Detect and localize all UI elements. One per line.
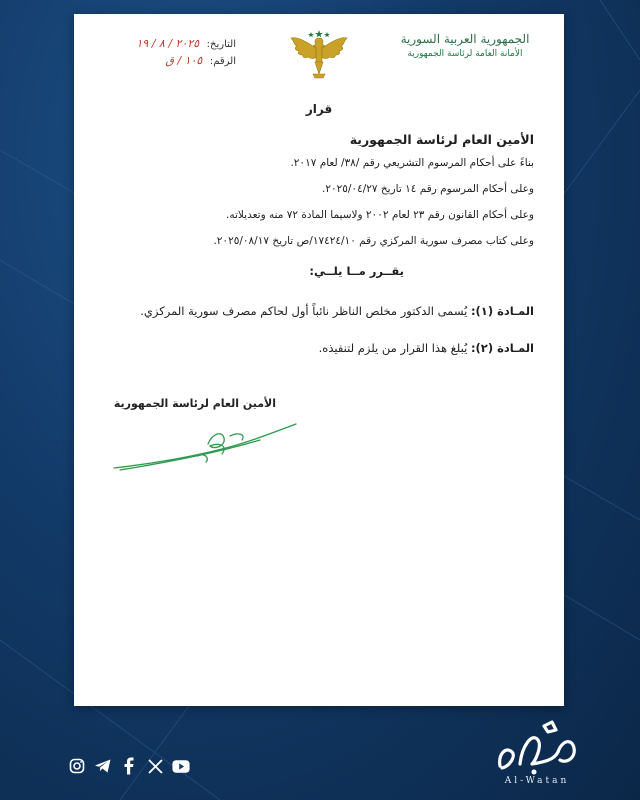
republic-name: الجمهورية العربية السورية	[400, 32, 530, 46]
date-value: ٢٠٢٥ / ٨ / ١٩	[136, 37, 200, 50]
reference-value: ١٠٥ / ق	[165, 54, 203, 67]
social-links	[68, 755, 190, 777]
telegram-icon[interactable]	[94, 757, 112, 775]
reference-row: الرقم: ١٠٥ / ق	[165, 54, 236, 67]
date-row: التاريخ: ٢٠٢٥ / ٨ / ١٩	[136, 37, 236, 50]
preamble-paragraph: وعلى أحكام المرسوم رقم ١٤ تاريخ ٢٠٢٥/٠٤/٢٧.	[321, 183, 534, 195]
decision-intro: يقــرر مــا يلــي:	[309, 264, 404, 278]
syrian-eagle-emblem-icon	[289, 28, 349, 80]
issuing-authority	[400, 32, 530, 59]
handwritten-signature	[110, 416, 300, 476]
youtube-icon[interactable]	[172, 757, 190, 775]
decree-document	[74, 14, 564, 706]
document-body	[114, 132, 534, 378]
document-meta	[96, 36, 236, 70]
preamble-paragraph: بناءً على أحكام المرسوم التشريعي رقم /٣٨/ لعام ٢٠١٧.	[290, 157, 534, 169]
secretariat-name: الأمانة العامة لرئاسة الجمهورية	[407, 49, 523, 59]
document-title: قرار	[305, 102, 333, 116]
x-icon[interactable]	[146, 757, 164, 775]
facebook-icon[interactable]	[120, 757, 138, 775]
preamble-paragraph: وعلى كتاب مصرف سورية المركزي رقم ١٧٤٢٤/١٠/ص تاريخ ٢٠٢٥/٠٨/١٧.	[213, 235, 534, 247]
issuer-heading: الأمين العام لرئاسة الجمهورية	[349, 132, 534, 147]
article-1: المـادة (١): يُسمى الدكتور مخلص الناظر نائباً أول لحاكم مصرف سورية المركزي.	[140, 304, 534, 318]
preamble-paragraph: وعلى أحكام القانون رقم ٢٣ لعام ٢٠٠٢ ولاسيما المادة ٧٢ منه وتعديلاته.	[226, 209, 534, 221]
signatory-title: الأمين العام لرئاسة الجمهورية	[113, 397, 276, 410]
logo-latin-text: Al-Watan	[504, 776, 570, 786]
instagram-icon[interactable]	[68, 757, 86, 775]
article-2: المـادة (٢): يُبلغ هذا القرار من يلزم لتنفيذه.	[318, 341, 534, 355]
